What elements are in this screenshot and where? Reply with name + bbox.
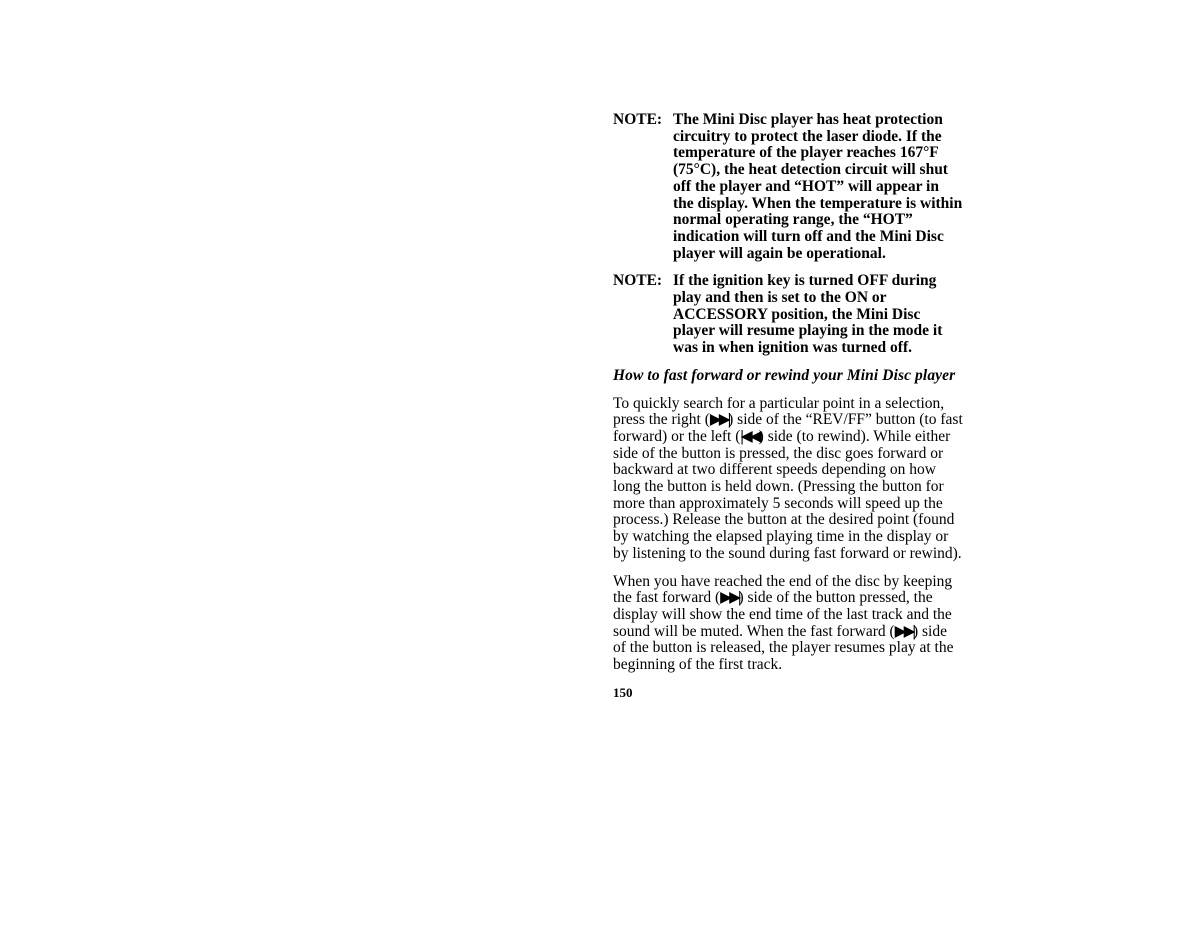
note-label: NOTE:: [613, 272, 663, 290]
fast-forward-icon: ▶▶|: [894, 622, 913, 640]
text-segment: ) side of the “REV/FF” button (to fast forward) or the left (: [613, 411, 963, 445]
paragraph-end-of-disc: [613, 574, 963, 674]
manual-page: [613, 112, 963, 701]
section-heading: How to fast forward or rewind your Mini Disc player: [613, 366, 956, 384]
text-segment: To quickly search for a particular point in a selection, press the right (: [613, 394, 945, 429]
text-segment: ) side (to rewind). While either side of the button is pressed, the disc goes forward or backward at two different speeds depending on how long the button is held down. (Pressing the button for more than approximately 5 seconds will speed up the process.) Release the button at the desired point (found by watching the elapsed playing time in the display or by listening to the sound during fast forward or rewind).: [613, 427, 962, 562]
note-text: The Mini Disc player has heat protection circuitry to protect the laser diode. If the temperature of the player reaches 167°F (75°C), the heat detection circuit will shut off the player and “HOT” will appear in the display. When the temperature is within normal operating range, the “HOT” indication will turn off and the Mini Disc player will again be operational.: [673, 111, 963, 262]
note-heat-protection: [613, 112, 963, 262]
fast-forward-icon: ▶▶|: [709, 411, 729, 429]
fast-forward-icon: ▶▶|: [720, 589, 739, 607]
text-segment: When you have reached the end of the disc by keeping the fast forward (: [613, 572, 953, 607]
rewind-icon: |◀◀: [740, 427, 759, 445]
note-text: If the ignition key is turned OFF during play and then is set to the ON or ACCESSORY position, the Mini Disc player will resume playing in the mode it was in when ignition was turned off.: [673, 272, 943, 357]
note-label: NOTE:: [613, 111, 663, 128]
paragraph-search: [613, 396, 963, 563]
text-segment: ) side of the button pressed, the display will show the end time of the last track and the sound will be muted. When the fast forward (: [613, 589, 952, 640]
note-ignition: [613, 273, 963, 357]
page-number: 150: [613, 684, 633, 700]
text-segment: ) side of the button is released, the player resumes play at the beginning of the first track.: [613, 622, 954, 674]
